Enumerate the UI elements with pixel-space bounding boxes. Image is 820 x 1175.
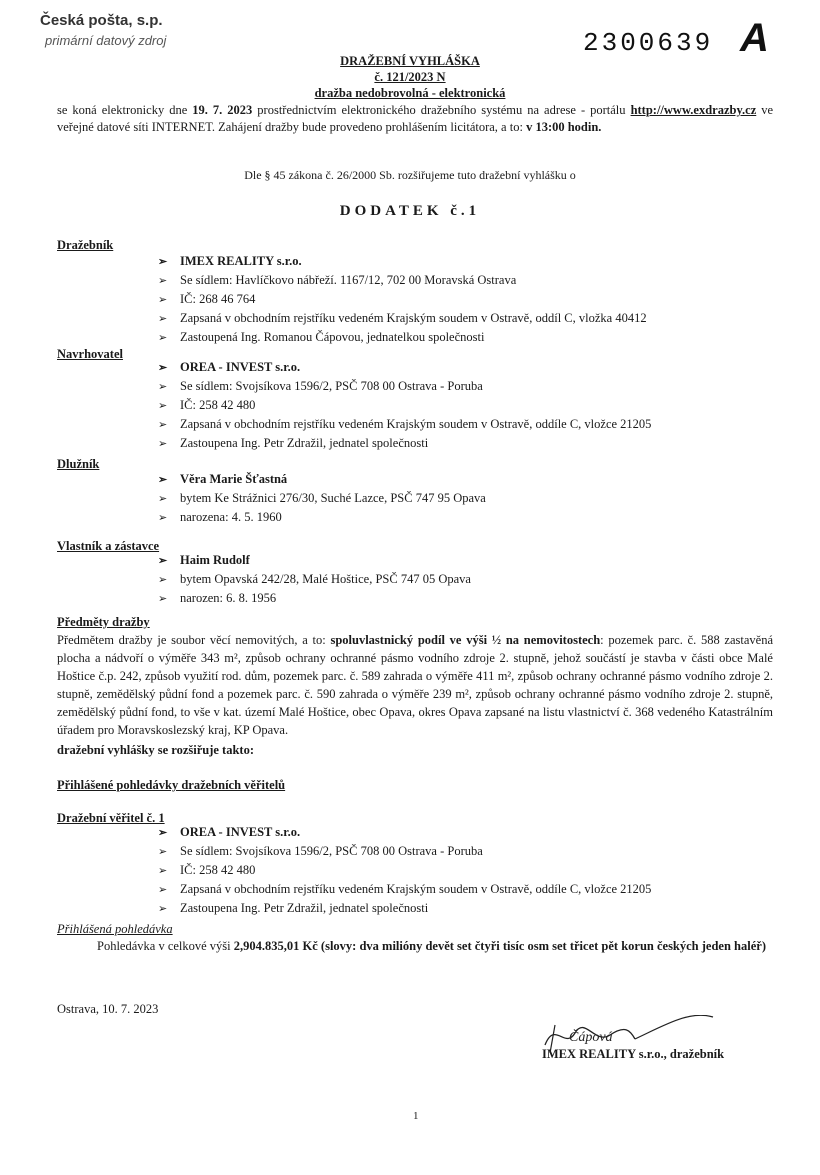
signature-scribble-text: Čápová [569, 1030, 613, 1045]
pohledavka-heading: Přihlášená pohledávka [57, 922, 173, 936]
arrow-icon: ➢ [158, 362, 168, 374]
veritel-list [158, 823, 651, 918]
stamp-line-1: Česká pošta, s.p. [40, 12, 163, 29]
arrow-icon: ➢ [158, 884, 168, 896]
document-letter: A [740, 16, 769, 60]
navrhovatel-list [158, 358, 651, 453]
list-item: ➢ Zastoupena Ing. Petr Zdražil, jednatel společnosti [158, 434, 651, 453]
list-item: ➢ OREA - INVEST s.r.o. [158, 823, 651, 842]
predmet-paragraph: Předmětem dražby je soubor věcí nemovitých, a to: spoluvlastnický podíl ve výši ½ na nemovitostech: pozemek parc. č. 588 zastavěná plocha a nádvoří o výměře 343 m², způsob ochrany ochranné pásmo vodního zdroje 2. stupně, jehož součástí je stavba v části obce Malé Hoštice č.p. 242, způsob využití rod. dům, pozemek parc. č. 589 zahrada o výměře 411 m², způsob ochrany ochranné pásmo vodního zdroje 2. stupně, zemědělský půdní fond a pozemek parc. č. 590 zahrada o výměře 239 m², způsob ochrany ochranné pásmo vodního zdroje 2. stupně, zemědělský půdní fond, to vše v kat. území Malé Hoštice, obec Opava, okres Opava zapsané na listu vlastnictví č. 368 vedeného Katastrálním úřadem pro Moravskoslezský kraj, KP Opava. [57, 633, 773, 737]
title-line-2: č. 121/2023 N [374, 70, 446, 84]
intro-paragraph: se koná elektronicky dne 19. 7. 2023 prostřednictvím elektronického dražebního systému na adrese - portálu http://www.exdrazby.cz ve veřejné datové síti INTERNET. Zahájení dražby bude provedeno prohlášením licitátora, a to: v 13:00 hodin. [57, 103, 774, 134]
navrhovatel-heading: Navrhovatel [57, 347, 123, 361]
arrow-icon: ➢ [158, 512, 168, 524]
list-item: ➢ Haim Rudolf [158, 551, 471, 570]
arrow-icon: ➢ [158, 846, 168, 858]
arrow-icon: ➢ [158, 474, 168, 486]
dluznik-heading: Dlužník [57, 457, 100, 471]
list-item: ➢ Zapsaná v obchodním rejstříku vedeném Krajským soudem v Ostravě, oddíle C, vložce 21205 [158, 415, 651, 434]
prihlasene-heading: Přihlášené pohledávky dražebních věřitelů [57, 778, 286, 792]
list-item: ➢ Zastoupena Ing. Petr Zdražil, jednatel společnosti [158, 899, 651, 918]
arrow-icon: ➢ [158, 294, 168, 306]
list-item: ➢ Věra Marie Šťastná [158, 470, 486, 489]
arrow-icon: ➢ [158, 332, 168, 344]
arrow-icon: ➢ [158, 313, 168, 325]
title-line-3: dražba nedobrovolná - elektronická [314, 86, 506, 100]
vlastnik-heading: Vlastník a zástavce [57, 539, 160, 553]
document-number: 2300639 [583, 28, 714, 58]
pohledavka-paragraph: Pohledávka v celkové výši 2,904.835,01 Kč (slovy: dva milióny devět set čtyři tisíc osm set třicet pět korun českých jeden haléř) [97, 939, 766, 953]
arrow-icon: ➢ [158, 381, 168, 393]
predmet-heading: Předměty dražby [57, 615, 150, 629]
arrow-icon: ➢ [158, 555, 168, 567]
arrow-icon: ➢ [158, 419, 168, 431]
arrow-icon: ➢ [158, 574, 168, 586]
drazebnik-list [158, 252, 647, 347]
title-line-1: DRAŽEBNÍ VYHLÁŠKA [340, 54, 480, 68]
veritel-heading: Dražební věřitel č. 1 [57, 811, 165, 825]
exdrazby-link[interactable]: http://www.exdrazby.cz [630, 103, 757, 117]
list-item: ➢ Zastoupená Ing. Romanou Čápovou, jednatelkou společnosti [158, 328, 647, 347]
arrow-icon: ➢ [158, 400, 168, 412]
rozsiruje-line: dražební vyhlášky se rozšiřuje takto: [57, 743, 254, 757]
arrow-icon: ➢ [158, 827, 168, 839]
list-item: ➢ IMEX REALITY s.r.o. [158, 252, 647, 271]
list-item: ➢ IČ: 258 42 480 [158, 861, 651, 880]
dodatek-heading: DODATEK č.1 [339, 203, 481, 219]
arrow-icon: ➢ [158, 256, 168, 268]
list-item: ➢ IČ: 258 42 480 [158, 396, 651, 415]
arrow-icon: ➢ [158, 275, 168, 287]
arrow-icon: ➢ [158, 593, 168, 605]
list-item: ➢ narozena: 4. 5. 1960 [158, 508, 486, 527]
law-line: Dle § 45 zákona č. 26/2000 Sb. rozšiřujeme tuto dražební vyhlášku o [244, 168, 576, 182]
arrow-icon: ➢ [158, 438, 168, 450]
page-number: 1 [413, 1110, 419, 1122]
drazebnik-heading: Dražebník [57, 238, 114, 252]
dluznik-list [158, 470, 486, 527]
signature-org: IMEX REALITY s.r.o., dražebník [542, 1047, 725, 1061]
list-item: ➢ IČ: 268 46 764 [158, 290, 647, 309]
list-item: ➢ OREA - INVEST s.r.o. [158, 358, 651, 377]
stamp-line-2: primární datový zdroj [45, 33, 167, 48]
list-item: ➢ narozen: 6. 8. 1956 [158, 589, 471, 608]
list-item: ➢ Se sídlem: Svojsíkova 1596/2, PSČ 708 00 Ostrava - Poruba [158, 377, 651, 396]
arrow-icon: ➢ [158, 865, 168, 877]
arrow-icon: ➢ [158, 493, 168, 505]
list-item: ➢ bytem Opavská 242/28, Malé Hoštice, PSČ 747 05 Opava [158, 570, 471, 589]
list-item: ➢ Se sídlem: Svojsíkova 1596/2, PSČ 708 00 Ostrava - Poruba [158, 842, 651, 861]
vlastnik-list [158, 551, 471, 608]
arrow-icon: ➢ [158, 903, 168, 915]
list-item: ➢ Se sídlem: Havlíčkovo nábřeží. 1167/12, 702 00 Moravská Ostrava [158, 271, 647, 290]
list-item: ➢ Zapsaná v obchodním rejstříku vedeném Krajským soudem v Ostravě, oddíle C, vložce 21205 [158, 880, 651, 899]
list-item: ➢ Zapsaná v obchodním rejstříku vedeném Krajským soudem v Ostravě, oddíl C, vložka 40412 [158, 309, 647, 328]
list-item: ➢ bytem Ke Strážnici 276/30, Suché Lazce, PSČ 747 95 Opava [158, 489, 486, 508]
place-date: Ostrava, 10. 7. 2023 [57, 1002, 159, 1016]
